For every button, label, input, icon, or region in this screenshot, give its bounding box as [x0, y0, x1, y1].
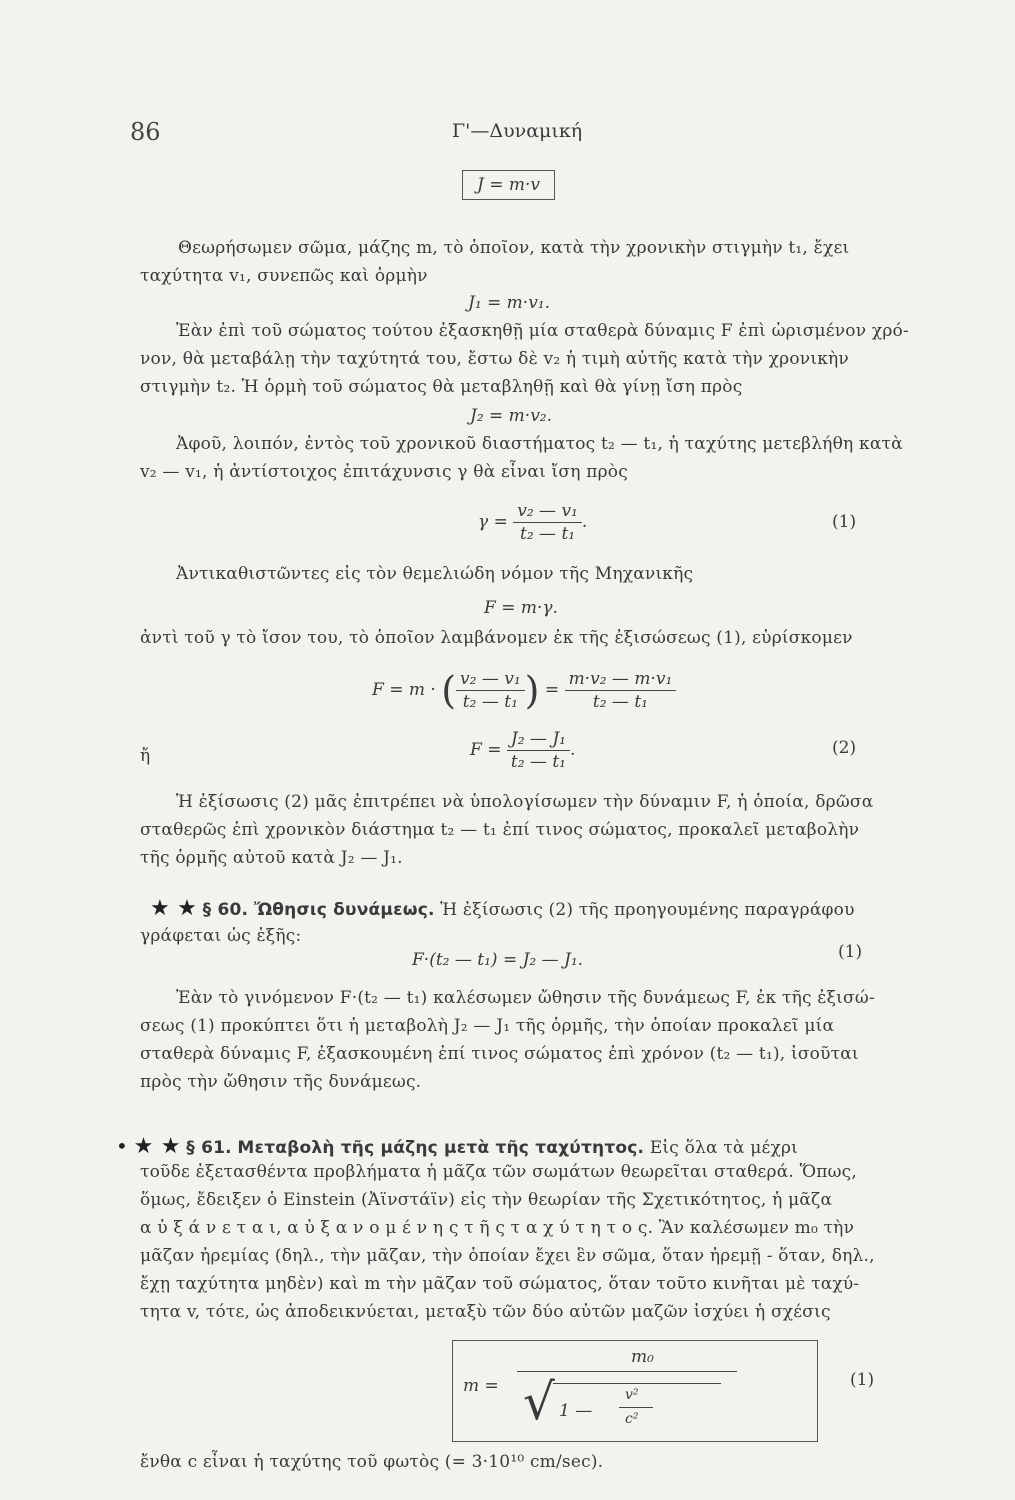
equation-j1: J₁ = m·v₁. [468, 293, 551, 313]
equation-number-relativistic: (1) [850, 1370, 875, 1390]
paragraph-6-line-2: σταθερῶς ἐπὶ χρονικὸν διάστημα t₂ — t₁ ἐπί τινος σώματος, προκαλεῖ μεταβολὴν [140, 820, 860, 840]
relativistic-numerator: m₀ [631, 1347, 654, 1367]
section-60-heading-line [150, 896, 855, 921]
left-paren: ( [441, 668, 457, 713]
equation-gamma [478, 500, 587, 545]
force-fraction-1 [456, 668, 525, 713]
paragraph-3-line-2: v₂ — v₁, ἡ ἀντίστοιχος ἐπιτάχυνσις γ θὰ εἶναι ἴση πρὸς [140, 462, 628, 482]
section-60-line-2: γράφεται ὡς ἑξῆς: [140, 926, 302, 946]
gamma-fraction [513, 500, 582, 545]
force-fraction-2 [565, 668, 677, 713]
force-fraction-1-numerator: v₂ — v₁ [456, 668, 525, 691]
force-impulse-lhs: F = [470, 740, 502, 760]
gamma-tail: . [581, 512, 588, 532]
equation-number-1: (1) [832, 512, 857, 532]
force-impulse-tail: . [569, 740, 576, 760]
section-60-number: § 60. [202, 900, 249, 920]
relativistic-root-one: 1 — [559, 1401, 593, 1421]
paragraph-1-line-2: ταχύτητα v₁, συνεπῶς καὶ ὁρμὴν [140, 266, 428, 286]
equation-force-expanded [372, 668, 676, 713]
section-61-line-2: τοῦδε ἐξετασθέντα προβλήματα ἡ μᾶζα τῶν σωμάτων θεωρεῖται σταθερά. Ὅπως, [140, 1162, 857, 1182]
relativistic-v-squared: v² [625, 1387, 639, 1403]
square-root-icon: √ [523, 1373, 555, 1431]
paragraph-6-line-1: Ἡ ἐξίσωσις (2) μᾶς ἐπιτρέπει νὰ ὑπολογίσωμεν τὴν δύναμιν F, ἡ ὁποία, δρῶσα [176, 792, 874, 812]
last-line: ἔνθα c εἶναι ἡ ταχύτης τοῦ φωτὸς (= 3·10¹⁰ cm/sec). [140, 1452, 604, 1472]
section-61-line-5: μᾶζαν ἠρεμίας (δηλ., τὴν μᾶζαν, τὴν ὁποίαν ἔχει ἓν σῶμα, ὅταν ἠρεμῇ - ὅταν, δηλ., [140, 1246, 875, 1266]
relativistic-lhs: m = [463, 1376, 499, 1396]
force-fraction-1-denominator: t₂ — t₁ [462, 692, 518, 712]
relativistic-mass-box [452, 1340, 818, 1442]
force-expanded-lhs: F = m · [372, 680, 436, 700]
running-header: Γ'—Δυναμική [452, 120, 583, 142]
section-60-title: Ὤθησις δυνάμεως. [253, 900, 435, 920]
force-fraction-2-denominator: t₂ — t₁ [592, 692, 648, 712]
momentum-equation: J = m·v [477, 175, 540, 195]
section-61-line-4: α ὐ ξ ά ν ε τ α ι, α ὐ ξ α ν ο μ έ ν η ς τ ῆ ς τ α χ ύ τ η τ ο ς. Ἂν καλέσωμεν m₀ τὴν [140, 1218, 855, 1238]
paragraph-5-line-1: ἀντὶ τοῦ γ τὸ ἴσον του, τὸ ὁποῖον λαμβάνομεν ἐκ τῆς ἐξισώσεως (1), εὑρίσκομεν [140, 628, 853, 648]
square-root-bar [553, 1383, 721, 1384]
paragraph-2-line-3: στιγμὴν t₂. Ἡ ὁρμὴ τοῦ σώματος θὰ μεταβληθῇ καὶ θὰ γίνῃ ἴση πρὸς [140, 377, 743, 397]
section-61-line-1-rest: Εἰς ὅλα τὰ μέχρι [649, 1138, 799, 1158]
section-61-number: § 61. [186, 1138, 232, 1158]
paragraph-4-line-1: Ἀντικαθιστῶντες εἰς τὸν θεμελιώδη νόμον τῆς Μηχανικῆς [176, 564, 694, 584]
force-impulse-numerator: J₂ — J₁ [507, 728, 570, 751]
equation-number-impulse: (1) [838, 942, 863, 962]
section-61-title: Μεταβολὴ τῆς μάζης μετὰ τῆς ταχύτητος. [237, 1138, 645, 1158]
paragraph-7-line-4: πρὸς τὴν ὤθησιν τῆς δυνάμεως. [140, 1072, 422, 1092]
equation-force-impulse [470, 728, 575, 773]
force-fraction-2-numerator: m·v₂ — m·v₁ [565, 668, 677, 691]
paragraph-6-line-3: τῆς ὁρμῆς αὐτοῦ κατὰ J₂ — J₁. [140, 848, 403, 868]
section-61-line-6: ἔχῃ ταχύτητα μηδὲν) καὶ m τὴν μᾶζαν τοῦ σώματος, ὅταν τοῦτο κινῆται μὲ ταχύ- [140, 1274, 860, 1294]
relativistic-inner-bar [619, 1407, 653, 1408]
force-expanded-equals: = [544, 680, 560, 700]
paragraph-2-line-1: Ἐὰν ἐπὶ τοῦ σώματος τούτου ἐξασκηθῇ μία σταθερὰ δύναμις F ἐπὶ ὡρισμένον χρό- [176, 321, 909, 341]
force-impulse-fraction [507, 728, 570, 773]
or-word: ἤ [140, 746, 151, 766]
section-61-stars-icon: ★ ★ [133, 1134, 181, 1159]
paragraph-7-line-1: Ἐὰν τὸ γινόμενον F·(t₂ — t₁) καλέσωμεν ὤθησιν τῆς δυνάμεως F, ἐκ τῆς ἐξισώ- [176, 988, 875, 1008]
section-60-line-1-rest: Ἡ ἐξίσωσις (2) τῆς προηγουμένης παραγράφου [440, 900, 855, 920]
section-61-line-7: τητα v, τότε, ὡς ἀποδεικνύεται, μεταξὺ τῶν δύο αὐτῶν μαζῶν ἰσχύει ἡ σχέσις [140, 1302, 831, 1322]
force-impulse-denominator: t₂ — t₁ [510, 752, 566, 772]
right-paren: ) [524, 668, 540, 713]
gamma-denominator: t₂ — t₁ [519, 524, 576, 544]
relativistic-c-squared: c² [625, 1411, 639, 1427]
paragraph-3-line-1: Ἀφοῦ, λοιπόν, ἐντὸς τοῦ χρονικοῦ διαστήματος t₂ — t₁, ἡ ταχύτης μετεβλήθη κατὰ [176, 434, 903, 454]
section-61-line-3: ὅμως, ἔδειξεν ὁ Einstein (Ἀϊνστάϊν) εἰς τὴν θεωρίαν τῆς Σχετικότητος, ἡ μᾶζα [140, 1190, 833, 1210]
paragraph-7-line-2: σεως (1) προκύπτει ὅτι ἡ μεταβολὴ J₂ — J₁ τῆς ὁρμῆς, τὴν ὁποίαν προκαλεῖ μία [140, 1016, 835, 1036]
equation-j2: J₂ = m·v₂. [470, 406, 553, 426]
momentum-equation-box [462, 170, 555, 200]
equation-number-2: (2) [832, 738, 857, 758]
gamma-lhs: γ = [478, 512, 508, 532]
page-number: 86 [130, 118, 161, 146]
relativistic-fraction-bar [517, 1371, 737, 1372]
bullet-icon: • [116, 1134, 128, 1158]
section-61-heading-line [116, 1134, 798, 1159]
equation-newton: F = m·γ. [484, 598, 558, 618]
gamma-numerator: v₂ — v₁ [513, 500, 582, 523]
paragraph-2-line-2: νον, θὰ μεταβάλῃ τὴν ταχύτητά του, ἔστω δὲ v₂ ἡ τιμὴ αὐτῆς κατὰ τὴν χρονικὴν [140, 349, 849, 369]
section-60-stars-icon: ★ ★ [150, 896, 198, 921]
paragraph-1-line-1: Θεωρήσωμεν σῶμα, μάζης m, τὸ ὁποῖον, κατὰ τὴν χρονικὴν στιγμὴν t₁, ἔχει [178, 238, 850, 258]
paragraph-7-line-3: σταθερὰ δύναμις F, ἐξασκουμένη ἐπί τινος σώματος ἐπὶ χρόνον (t₂ — t₁), ἰσοῦται [140, 1044, 859, 1064]
equation-impulse: F·(t₂ — t₁) = J₂ — J₁. [412, 950, 584, 970]
